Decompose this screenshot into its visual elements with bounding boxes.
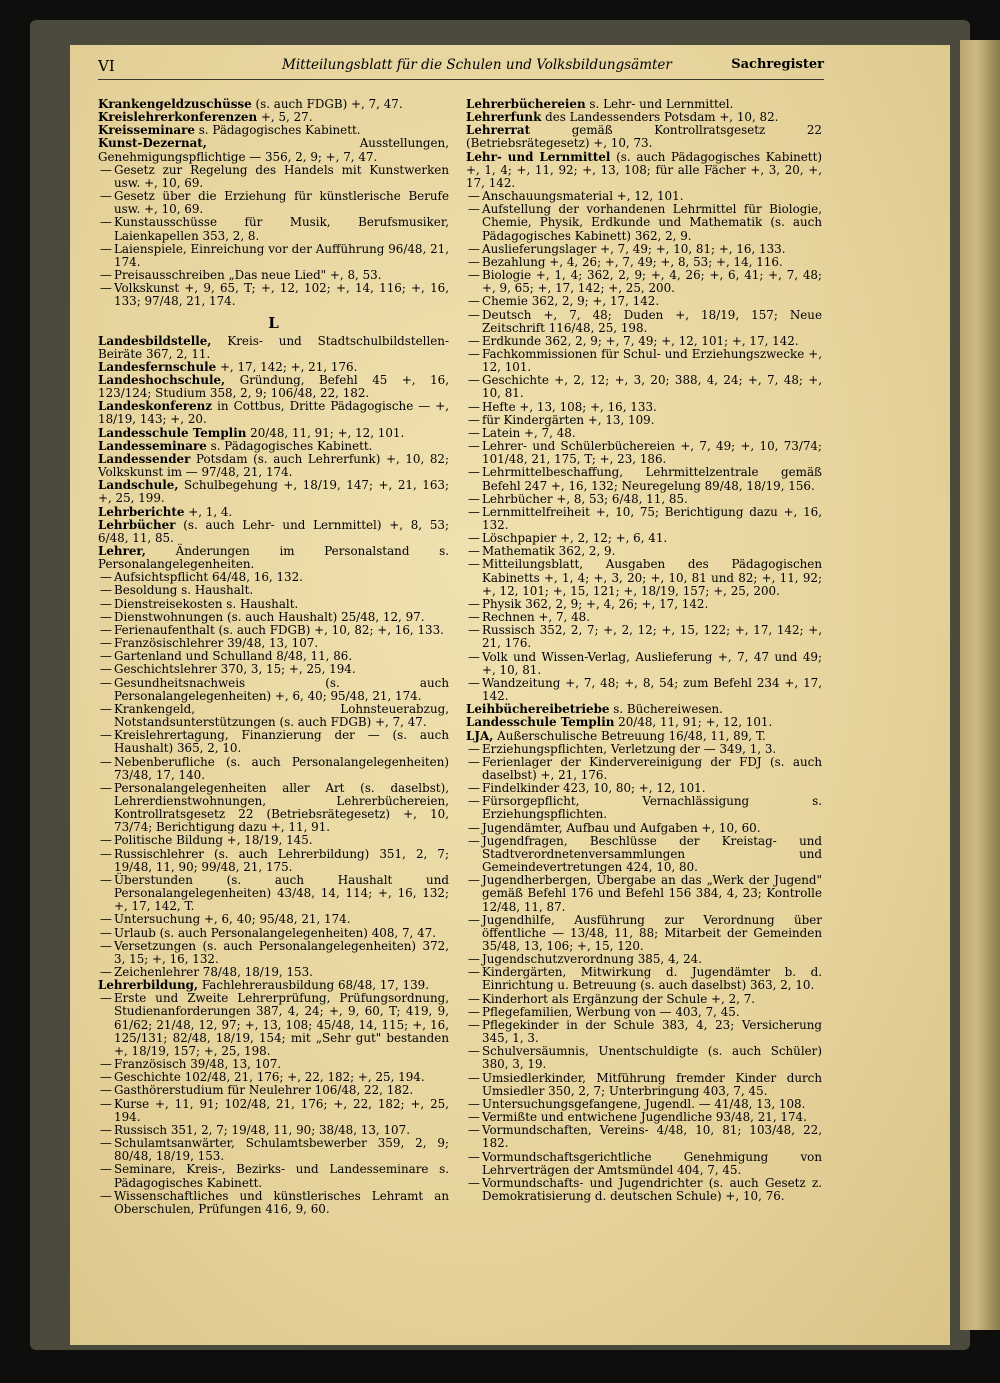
subentry-dash: — [100,675,112,690]
subentry-dash: — [100,215,112,230]
subentry-dash: — [468,1044,480,1059]
subentry-text: Dienstwohnungen (s. auch Haushalt) 25/48, 12, 97. [114,609,425,624]
subentry-text: Geschichte 102/48, 21, 176; +, 22, 182; +, 25, 194. [114,1070,425,1085]
subentry-dash: — [100,636,112,651]
subentry-dash: — [468,781,480,796]
section-title: Sachregister [731,57,824,72]
subentry-dash: — [468,531,480,546]
subentry-text: Vormundschaften, Vereins- 4/48, 10, 81; 103/48, 22, 182. [482,1123,822,1151]
index-subentry [466,1072,822,1098]
index-subentry [98,756,449,782]
entry-heading: Leihbüchereibetriebe [466,702,610,717]
subentry-dash: — [468,1123,480,1138]
subentry-dash: — [100,754,112,769]
subentry-text: Aufsichtspflicht 64/48, 16, 132. [114,570,303,585]
subentry-text: Vermißte und entwichene Jugendliche 93/48, 21, 174. [482,1110,807,1125]
entry-heading: Kunst-Dezernat, [98,136,207,151]
subentry-text: Untersuchung +, 6, 40; 95/48, 21, 174. [114,912,351,927]
subentry-dash: — [100,1122,112,1137]
subentry-dash: — [468,373,480,388]
index-subentry [466,269,822,295]
subentry-text: Französisch 39/48, 13, 107. [114,1057,282,1072]
index-subentry [466,1019,822,1045]
subentry-dash: — [100,846,112,861]
subentry-text: Mitteilungsblatt, Ausgaben des Pädagogischen Kabinetts +, 1, 4; +, 3, 20; +, 10, 81 und 82; +, 11, 92; +, 12, 101; +, 15, 121; +, 18/19, 157; +, 25, 200. [482,557,822,598]
subentry-text: Überstunden (s. auch Haushalt und Personalangelegenheiten) 43/48, 14, 114; +, 16, 132; +, 17, 142, T. [114,872,449,914]
subentry-dash: — [468,557,480,572]
subentry-text: Lehrer- und Schülerbüchereien +, 7, 49; +, 10, 73/74; 101/48, 21, 175, T; +, 23, 186. [482,439,822,467]
subentry-text: Ferienaufenthalt (s. auch FDGB) +, 10, 82; +, 16, 133. [114,622,444,637]
index-subentry [466,966,822,992]
entry-heading: Krankengeldzuschüsse [98,97,252,111]
entry-heading: Landeshochschule, [98,372,226,387]
entry-refs: 20/48, 11, 91; +, 12, 101. [246,425,405,440]
subentry-text: Wandzeitung +, 7, 48; +, 8, 54; zum Befehl 234 +, 17, 142. [482,675,822,704]
subentry-dash: — [100,1188,112,1203]
entry-refs: (s. auch Pädagogisches Kabinett) +, 1, 4; +, 11, 92; +, 13, 108; für alle Fächer +, 3, 20, +, 17, 142. [466,149,823,190]
subentry-dash: — [100,1096,112,1111]
subentry-dash: — [100,649,112,664]
index-entry [466,151,822,190]
subentry-dash: — [100,1083,112,1098]
entry-refs: (s. auch FDGB) +, 7, 47. [251,97,403,111]
entry-heading: Landessender [98,451,191,466]
index-subentry [466,756,822,782]
index-entry [98,335,449,361]
entry-heading: Lehrerfunk [466,110,542,125]
subentry-dash: — [468,346,480,361]
subentry-dash: — [100,1070,112,1085]
subentry-dash: — [468,965,480,980]
subentry-text: Preisausschreiben „Das neue Lied" +, 8, 53. [114,268,382,283]
index-subentry [466,203,822,242]
subentry-dash: — [100,912,112,927]
index-subentry [98,243,449,269]
subentry-text: Gesundheitsnachweis (s. auch Personalangelegenheiten) +, 6, 40; 95/48, 21, 174. [114,675,449,703]
entry-refs: s. Lehr- und Lernmittel. [585,97,734,111]
entry-refs: Änderungen im Personalstand s. Personalangelegenheiten. [98,544,449,572]
subentry-text: Deutsch +, 7, 48; Duden +, 18/19, 157; Neue Zeitschrift 116/48, 25, 198. [482,307,822,335]
subentry-text: Aufstellung der vorhandenen Lehrmittel für Biologie, Chemie, Physik, Erdkunde und Mathematik (s. auch Pädagogisches Kabinett) 362, 2, 9. [482,202,822,243]
subentry-text: Pflegefamilien, Werbung von — 403, 7, 45. [482,1004,740,1019]
entry-refs: (s. auch Lehr- und Lernmittel) +, 8, 53; 6/48, 11, 85. [98,517,449,545]
subentry-text: Rechnen +, 7, 48. [482,610,590,625]
subentry-dash: — [468,268,480,283]
subentry-dash: — [468,189,480,204]
subentry-text: Auslieferungslager +, 7, 49; +, 10, 81; +, 16, 133. [482,241,786,256]
subentry-text: Französischlehrer 39/48, 13, 107. [114,636,319,651]
index-subentry [466,309,822,335]
subentry-dash: — [468,623,480,638]
subentry-dash: — [468,820,480,835]
index-entry [98,545,449,571]
subentry-text: Mathematik 362, 2, 9. [482,544,616,559]
subentry-text: Personalangelegenheiten aller Art (s. daselbst), Lehrerdienstwohnungen, Lehrerbüchereien, Kontrollratsgesetz 22 (Betriebsrätegesetz) +, 10, 73/74; Berichtigung dazu +, 11, 91. [114,780,449,835]
entry-heading: Landesfernschule [98,359,217,374]
subentry-text: Schulamtsanwärter, Schulamtsbewerber 359, 2, 9; 80/48, 18/19, 153. [114,1136,449,1164]
subentry-text: Umsiedlerkinder, Mitführung fremder Kinder durch Umsiedler 350, 2, 7; Unterbringung 403, 7, 45. [482,1070,822,1098]
entry-refs: Gründung, Befehl 45 +, 16, 123/124; Studium 358, 2, 9; 106/48, 22, 182. [98,372,449,401]
subentry-dash: — [100,268,112,283]
entry-refs: Schulbegehung +, 18/19, 147; +, 21, 163; +, 25, 199. [98,478,449,506]
entry-heading: Lehrbücher [98,517,176,532]
entry-heading: Landeskonferenz [98,399,213,414]
subentry-text: Russischlehrer (s. auch Lehrerbildung) 351, 2, 7; 19/48, 11, 90; 99/48, 21, 175. [114,846,449,874]
subentry-dash: — [468,794,480,809]
subentry-dash: — [468,675,480,690]
entry-heading: Lehrerbildung, [98,978,199,993]
subentry-dash: — [468,465,480,480]
subentry-dash: — [468,1070,480,1085]
subentry-text: Volk und Wissen-Verlag, Auslieferung +, 7, 47 und 49; +, 10, 81. [482,649,822,677]
subentry-text: Geschichtslehrer 370, 3, 15; +, 25, 194. [114,662,356,677]
index-subentry [98,190,449,216]
subentry-text: Wissenschaftliches und künstlerisches Lehramt an Oberschulen, Prüfungen 416, 9, 60. [114,1188,449,1216]
index-subentry [98,782,449,835]
subentry-text: Nebenberufliche (s. auch Personalangelegenheiten) 73/48, 17, 140. [114,754,449,782]
index-entry [98,137,449,163]
subentry-text: Krankengeld, Lohnsteuerabzug, Notstandsunterstützungen (s. auch FDGB) +, 7, 47. [114,701,449,730]
subentry-dash: — [468,741,480,756]
subentry-text: Jugendschutzverordnung 385, 4, 24. [482,952,703,967]
subentry-dash: — [100,925,112,940]
index-subentry [98,216,449,242]
subentry-dash: — [100,965,112,979]
index-subentry [466,914,822,953]
index-entry [98,519,449,545]
index-subentry [466,677,822,703]
facing-page-edge [960,40,1000,1330]
entry-refs: Fachlehrerausbildung 68/48, 17, 139. [198,978,429,993]
subentry-text: Kindergärten, Mitwirkung d. Jugendämter b. d. Einrichtung u. Betreuung (s. auch daselbst) 363, 2, 10. [482,965,822,993]
entry-refs: 20/48, 11, 91; +, 12, 101. [614,715,773,730]
subentry-text: Seminare, Kreis-, Bezirks- und Landesseminare s. Pädagogisches Kabinett. [114,1162,449,1190]
subentry-text: Urlaub (s. auch Personalangelegenheiten) 408, 7, 47. [114,925,437,940]
subentry-text: Biologie +, 1, 4; 362, 2, 9; +, 4, 26; +, 6, 41; +, 7, 48; +, 9, 65; +, 17, 142; +, 25, 200. [482,268,822,296]
subentry-text: Erste und Zweite Lehrerprüfung, Prüfungsordnung, Studienanforderungen 387, 4, 24; +, 9, 60, T; 419, 9, 61/62; 21/48, 12, 97; +, 13, 108; 45/48, 14, 115; +, 16, 125/131; 82/48, 18/19, 154; mit „Sehr gut" bestanden +, 18/19, 157; +, 25, 198. [114,991,449,1058]
subentry-text: Hefte +, 13, 108; +, 16, 133. [482,399,657,414]
entry-heading: Landesschule Templin [466,715,615,730]
subentry-dash: — [100,596,112,611]
subentry-dash: — [100,872,112,887]
subentry-text: Kunstausschüsse für Musik, Berufsmusiker, Laienkapellen 353, 2, 8. [114,215,449,243]
entry-heading: Lehrerrat [466,123,531,138]
subentry-text: Gesetz über die Erziehung für künstlerische Berufe usw. +, 10, 69. [114,189,449,217]
index-subentry [466,466,822,492]
subentry-text: Anschauungsmaterial +, 12, 101. [482,189,684,204]
subentry-text: Jugendfragen, Beschlüsse der Kreistag- und Stadtverordnetenversammlungen und Gemeindevertretungen 424, 10, 80. [482,833,822,875]
subentry-dash: — [100,570,112,585]
subentry-dash: — [100,281,112,296]
subentry-dash: — [468,596,480,611]
subentry-dash: — [100,1162,112,1177]
subentry-text: Laienspiele, Einreichung vor der Aufführung 96/48, 21, 174. [114,241,449,269]
subentry-dash: — [468,1096,480,1111]
subentry-text: Erziehungspflichten, Verletzung der — 349, 1, 3. [482,741,777,756]
subentry-text: Jugendherbergen, Übergabe an das „Werk der Jugend" gemäß Befehl 176 und Befehl 156 384, 4, 23; Kontrolle 12/48, 11, 87. [482,873,822,914]
subentry-text: Erdkunde 362, 2, 9; +, 7, 49; +, 12, 101; +, 17, 142. [482,333,799,348]
subentry-text: Kurse +, 11, 91; 102/48, 21, 176; +, 22, 182; +, 25, 194. [114,1096,449,1124]
entry-heading: Lehrer, [98,544,146,558]
index-column-right [466,98,822,1203]
subentry-text: Pflegekinder in der Schule 383, 4, 23; Versicherung 345, 1, 3. [482,1017,822,1046]
subentry-dash: — [100,728,112,743]
subentry-dash: — [468,544,480,559]
subentry-text: Lehrbücher +, 8, 53; 6/48, 11, 85. [482,491,688,506]
subentry-dash: — [468,491,480,506]
index-subentry [98,677,449,703]
entry-heading: Landesbildstelle, [98,333,212,348]
subentry-dash: — [468,241,480,256]
subentry-text: Volkskunst +, 9, 65, T; +, 12, 102; +, 14, 116; +, 16, 133; 97/48, 21, 174. [114,281,449,309]
entry-refs: in Cottbus, Dritte Pädagogische — +, 18/19, 143; +, 20. [98,399,449,427]
subentry-text: Fachkommissionen für Schul- und Erziehungszwecke +, 12, 101. [482,346,822,375]
entry-heading: LJA, [466,728,494,743]
subentry-text: Physik 362, 2, 9; +, 4, 26; +, 17, 142. [482,596,709,611]
subentry-dash: — [100,780,112,795]
index-subentry [98,848,449,874]
subentry-dash: — [468,610,480,625]
subentry-dash: — [100,1057,112,1072]
index-entry [98,400,449,426]
entry-refs: Potsdam (s. auch Lehrerfunk) +, 10, 82; Volkskunst im — 97/48, 21, 174. [98,451,449,480]
index-subentry [98,874,449,913]
subentry-text: Findelkinder 423, 10, 80; +, 12, 101. [482,781,706,796]
index-subentry [466,374,822,400]
entry-heading: Landschule, [98,478,179,493]
subentry-text: Versetzungen (s. auch Personalangelegenheiten) 372, 3, 15; +, 16, 132. [114,938,449,966]
journal-title: Mitteilungsblatt für die Schulen und Volksbildungsämter [282,57,672,73]
entry-heading: Lehr- und Lernmittel [466,149,611,164]
subentry-text: Zeichenlehrer 78/48, 18/19, 153. [114,965,313,979]
subentry-dash: — [468,254,480,269]
index-subentry [98,1163,449,1189]
subentry-text: Jugendhilfe, Ausführung zur Verordnung über öffentliche — 13/48, 11, 88; Mitarbeit der Gemeinden 35/48, 13, 106; +, 15, 120. [482,912,822,953]
index-subentry [466,506,822,532]
subentry-dash: — [468,1017,480,1032]
entry-heading: Lehrberichte [98,504,185,519]
subentry-dash: — [468,412,480,427]
subentry-dash: — [100,583,112,598]
subentry-text: für Kindergärten +, 13, 109. [482,412,655,427]
subentry-dash: — [100,662,112,677]
subentry-dash: — [100,162,112,177]
subentry-text: Untersuchungsgefangene, Jugendl. — 41/48, 13, 108. [482,1096,806,1111]
index-subentry [466,874,822,913]
entry-refs: s. Pädagogisches Kabinett. [206,438,373,453]
subentry-dash: — [468,912,480,927]
index-subentry [98,1190,449,1216]
index-subentry [98,282,449,308]
entry-refs: gemäß Kontrollratsgesetz 22 (Betriebsrätegesetz) +, 10, 73. [466,123,822,151]
index-subentry [98,703,449,729]
subentry-text: Kinderhort als Ergänzung der Schule +, 2, 7. [482,991,756,1006]
entry-refs: +, 1, 4. [184,504,233,519]
index-subentry [466,1151,822,1177]
subentry-text: Jugendämter, Aufbau und Aufgaben +, 10, 60. [482,820,761,835]
subentry-text: Chemie 362, 2, 9; +, 17, 142. [482,294,660,309]
index-entry [98,479,449,505]
entry-heading: Landesschule Templin [98,425,247,440]
subentry-dash: — [100,701,112,716]
subentry-text: Ferienlager der Kindervereinigung der FDJ (s. auch daselbst) +, 21, 176. [482,754,822,782]
subentry-text: Russisch 352, 2, 7; +, 2, 12; +, 15, 122; +, 17, 142; +, 21, 176. [482,623,822,651]
subentry-dash: — [468,294,480,309]
subentry-dash: — [468,952,480,967]
subentry-dash: — [100,991,112,1006]
entry-refs: s. Büchereiwesen. [609,702,723,717]
entry-refs: +, 5, 27. [257,110,313,125]
subentry-dash: — [468,439,480,454]
index-subentry [466,440,822,466]
subentry-dash: — [468,991,480,1006]
subentry-dash: — [100,609,112,624]
index-entry [466,124,822,150]
index-subentry [98,1137,449,1163]
subentry-dash: — [468,504,480,519]
subentry-dash: — [468,1175,480,1190]
index-subentry [466,348,822,374]
running-header [98,55,824,80]
index-subentry [98,1098,449,1124]
subentry-text: Gesetz zur Regelung des Handels mit Kunstwerken usw. +, 10, 69. [114,162,449,190]
index-entry [98,374,449,400]
subentry-text: Lehrmittelbeschaffung, Lehrmittelzentrale gemäß Befehl 247 +, 16, 132; Neuregelung 89/48, 18/19, 156. [482,465,822,493]
entry-refs: des Landessenders Potsdam +, 10, 82. [541,110,779,125]
subentry-dash: — [468,202,480,217]
subentry-dash: — [100,241,112,256]
index-subentry [466,651,822,677]
subentry-text: Dienstreisekosten s. Haushalt. [114,596,299,611]
index-subentry [98,164,449,190]
index-subentry [466,624,822,650]
entry-heading: Kreislehrerkonferenzen [98,110,258,125]
subentry-dash: — [468,649,480,664]
subentry-dash: — [468,1149,480,1164]
subentry-dash: — [468,1004,480,1019]
entry-refs: Außerschulische Betreuung 16/48, 11, 89, T. [493,728,766,743]
index-subentry [466,835,822,874]
index-subentry [466,795,822,821]
subentry-text: Latein +, 7, 48. [482,425,576,440]
entry-refs: +, 17, 142; +, 21, 176. [216,359,358,374]
subentry-text: Gasthörerstudium für Neulehrer 106/48, 22, 182. [114,1083,414,1098]
page-number: VI [98,57,115,75]
index-subentry [98,729,449,755]
subentry-text: Politische Bildung +, 18/19, 145. [114,833,313,848]
subentry-dash: — [100,833,112,848]
subentry-dash: — [100,1136,112,1151]
subentry-text: Vormundschaftsgerichtliche Genehmigung von Lehrverträgen der Amtsmündel 404, 7, 45. [482,1149,822,1177]
subentry-text: Löschpapier +, 2, 12; +, 6, 41. [482,531,668,546]
subentry-dash: — [468,333,480,348]
subentry-dash: — [468,307,480,322]
subentry-dash: — [100,622,112,637]
index-subentry [466,1045,822,1071]
entry-refs: s. Pädagogisches Kabinett. [194,123,361,138]
subentry-dash: — [468,425,480,440]
index-subentry [466,558,822,597]
subentry-dash: — [100,189,112,204]
section-letter: L [268,313,279,332]
subentry-text: Geschichte +, 2, 12; +, 3, 20; 388, 4, 24; +, 7, 48; +, 10, 81. [482,373,822,401]
index-subentry [466,1124,822,1150]
subentry-text: Vormundschafts- und Jugendrichter (s. auch Gesetz z. Demokratisierung d. deutschen Schule) +, 10, 76. [482,1175,822,1203]
entry-refs: Ausstellungen, Genehmigungspflichtige — 356, 2, 9; +, 7, 47. [98,136,449,164]
index-subentry [466,1177,822,1203]
entry-heading: Kreisseminare [98,123,195,138]
entry-heading: Landesseminare [98,438,207,453]
entry-refs: Kreis- und Stadtschulbildstellen-Beiräte 367, 2, 11. [98,333,449,361]
subentry-text: Lernmittelfreiheit +, 10, 75; Berichtigung dazu +, 16, 132. [482,504,822,532]
subentry-text: Bezahlung +, 4, 26; +, 7, 49; +, 8, 53; +, 14, 116. [482,254,783,269]
subentry-text: Russisch 351, 2, 7; 19/48, 11, 90; 38/48, 13, 107. [114,1122,410,1137]
subentry-dash: — [468,1110,480,1125]
subentry-text: Schulversäumnis, Unentschuldigte (s. auch Schüler) 380, 3, 19. [482,1044,822,1072]
subentry-text: Besoldung s. Haushalt. [114,583,254,598]
index-subentry [98,940,449,966]
subentry-dash: — [100,938,112,953]
subentry-text: Gartenland und Schulland 8/48, 11, 86. [114,649,353,664]
index-entry [98,453,449,479]
subentry-text: Fürsorgepflicht, Vernachlässigung s. Erziehungspflichten. [482,794,822,822]
subentry-dash: — [468,399,480,414]
index-column-left [98,98,449,1216]
subentry-dash: — [468,754,480,769]
subentry-text: Kreislehrertagung, Finanzierung der — (s. auch Haushalt) 365, 2, 10. [114,728,449,756]
index-subentry [98,992,449,1058]
subentry-dash: — [468,833,480,848]
entry-heading: Lehrerbüchereien [466,97,586,111]
subentry-dash: — [468,873,480,888]
